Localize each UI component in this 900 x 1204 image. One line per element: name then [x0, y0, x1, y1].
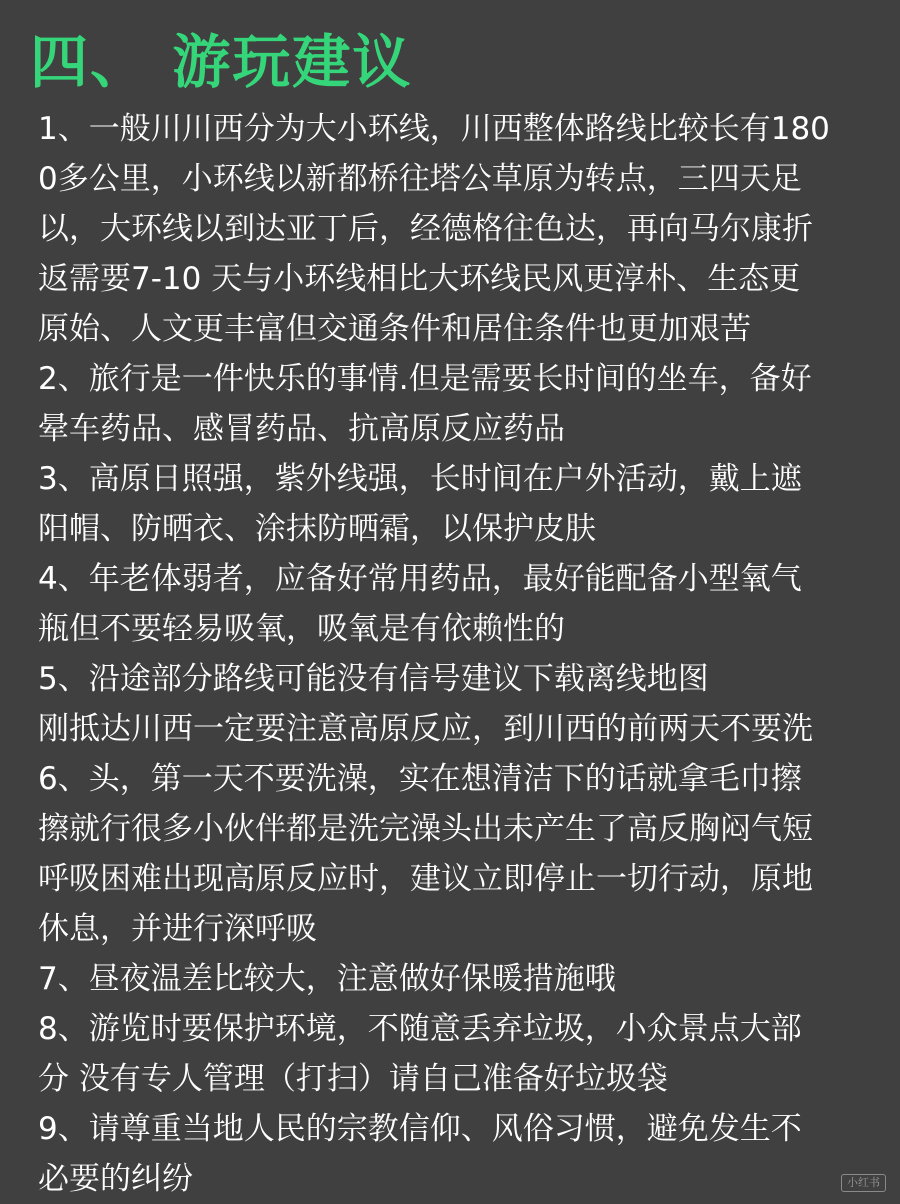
text-line: 8、游览时要保护环境，不随意丢弃垃圾，小众景点大部 — [38, 1011, 802, 1047]
text-line: 分 没有专人管理（打扫）请自己准备好垃圾袋 — [38, 1061, 668, 1097]
page-title: 四、 游玩建议 — [30, 28, 413, 96]
text-line: 1、一般川川西分为大小环线，川西整体路线比较长有180 — [38, 111, 830, 147]
text-line: 呼吸困难出现高原反应时，建议立即停止一切行动，原地 — [38, 861, 813, 897]
text-line: 休息，并进行深呼吸 — [38, 911, 317, 947]
text-line: 9、请尊重当地人民的宗教信仰、风俗习惯，避免发生不 — [38, 1111, 802, 1147]
text-line: 阳帽、防晒衣、涂抹防晒霜，以保护皮肤 — [38, 511, 596, 547]
text-line: 返需要7-10 天与小环线相比大环线民风更淳朴、生态更 — [38, 261, 801, 297]
text-line: 7、昼夜温差比较大，注意做好保暖措施哦 — [38, 961, 616, 997]
text-line: 2、旅行是一件快乐的事情.但是需要长时间的坐车，备好 — [38, 361, 812, 397]
text-line: 原始、人文更丰富但交通条件和居住条件也更加艰苦 — [38, 311, 751, 347]
text-line: 擦就行很多小伙伴都是洗完澡头出未产生了高反胸闷气短 — [38, 811, 813, 847]
text-line: 3、高原日照强，紫外线强，长时间在户外活动，戴上遮 — [38, 461, 802, 497]
text-line: 瓶但不要轻易吸氧，吸氧是有依赖性的 — [38, 611, 565, 647]
text-line: 6、头，第一天不要洗澡，实在想清洁下的话就拿毛巾擦 — [38, 761, 802, 797]
text-line: 0多公里，小环线以新都桥往塔公草原为转点，三四天足 — [38, 161, 802, 197]
text-line: 必要的纠纷 — [38, 1161, 193, 1197]
text-line: 5、沿途部分路线可能没有信号建议下载离线地图 — [38, 661, 709, 697]
watermark-logo: 小红书 — [841, 1174, 886, 1192]
text-line: 晕车药品、感冒药品、抗高原反应药品 — [38, 411, 565, 447]
text-line: 以，大环线以到达亚丁后，经德格往色达，再向马尔康折 — [38, 211, 813, 247]
text-line: 刚抵达川西一定要注意高原反应，到川西的前两天不要洗 — [38, 711, 813, 747]
text-line: 4、年老体弱者，应备好常用药品，最好能配备小型氧气 — [38, 561, 802, 597]
